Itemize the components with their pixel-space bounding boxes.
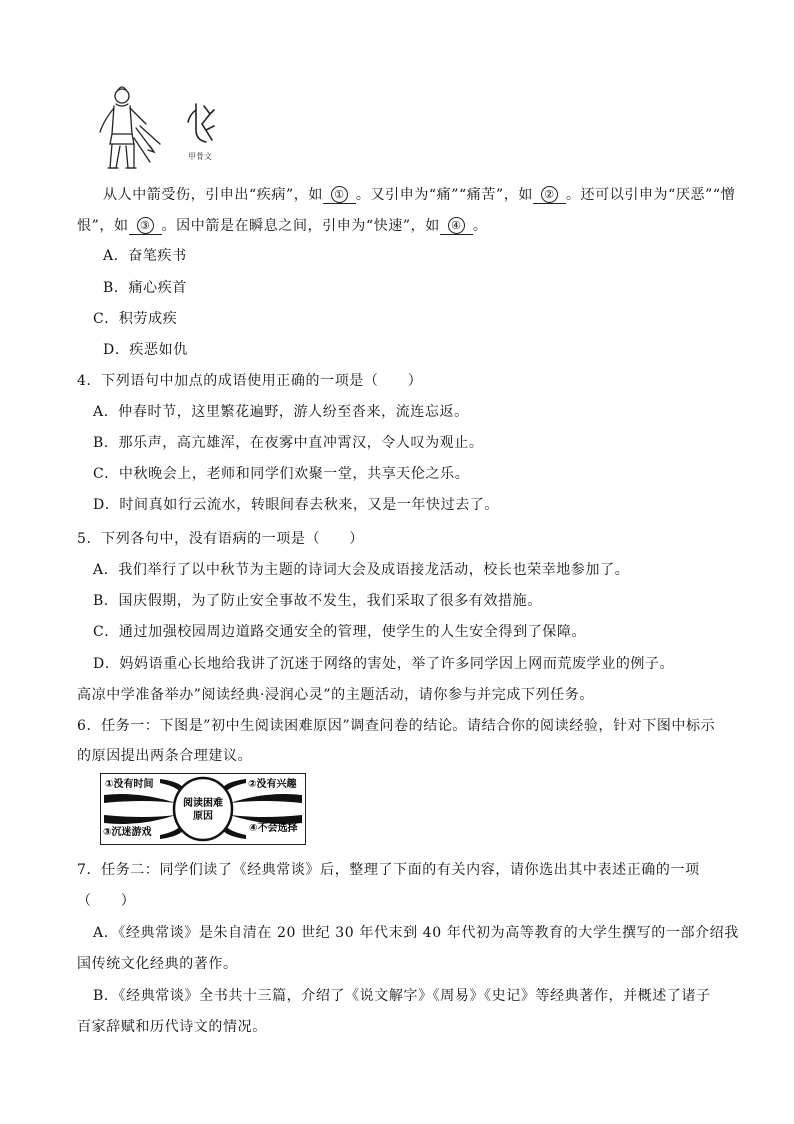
diagram-center-line-2: 原因 (193, 811, 213, 822)
q5-option-b: B．国庆假期，为了防止安全事故不发生，我们采取了很多有效措施。 (93, 593, 542, 609)
q6-line-2: 的原因提出两条合理建议。 (77, 748, 253, 764)
q7-option-a-line-1: A．《经典常谈》是朱自清在 20 世纪 30 年代末到 40 年代初为高等教育的大学生撰写的一部介绍我 (93, 925, 739, 941)
fill-in-blank (323, 187, 356, 204)
intro-text: 。 (472, 218, 488, 234)
q7-line-2: （ ） (77, 893, 136, 909)
figure-caption: 甲骨文 (188, 152, 212, 161)
blank-number: ① (331, 186, 348, 203)
reason-game-addiction: ③沉迷游戏 (103, 827, 152, 838)
arrow-wounded-man-illustration (92, 82, 164, 178)
oracle-bone-character-ji (184, 100, 220, 146)
q6-line-1: 6．任务一：下图是”初中生阅读困难原因”调查问卷的结论。请结合你的阅读经验，针对下图中标示 (77, 718, 716, 734)
q3-option-a: A．奋笔疾书 (103, 248, 187, 264)
q5-stem: 5．下列各句中，没有语病的一项是（ ） (77, 531, 364, 547)
activity-context: 高凉中学准备举办”阅读经典·浸润心灵”的主题活动，请你参与并完成下列任务。 (77, 687, 594, 703)
q3-option-d: D．疾恶如仇 (103, 342, 188, 358)
diagram-graphic (100, 773, 306, 845)
q7-option-b-line-2: 百家辞赋和历代诗文的情况。 (77, 1019, 267, 1035)
diagram-center-line-1: 阅读困难 (183, 798, 223, 809)
blank-number: ② (541, 186, 558, 203)
q5-option-a: A．我们举行了以中秋节为主题的诗词大会及成语接龙活动，校长也荣幸地参加了。 (93, 562, 630, 578)
q7-option-b-line-1: B．《经典常谈》全书共十三篇，介绍了《说文解字》《周易》《史记》等经典著作，并概述了诸子 (93, 988, 711, 1004)
q7-option-a-line-2: 国传统文化经典的著作。 (77, 956, 238, 972)
q7-line-1: 7．任务二：同学们读了《经典常谈》后，整理了下面的有关内容，请你选出其中表述正确的一项 (77, 862, 700, 878)
q4-option-b: B．那乐声，高亢雄浑，在夜雾中直冲霄汉，令人叹为观止。 (93, 435, 484, 451)
intro-text: 恨”，如 (77, 218, 129, 234)
q4-option-a: A．仲春时节，这里繁花遍野，游人纷至沓来，流连忘返。 (93, 404, 469, 420)
q5-option-d: D．妈妈语重心长地给我讲了沉迷于网络的害处，举了许多同学因上网而荒废学业的例子。 (93, 656, 675, 672)
reading-difficulty-diagram (100, 773, 306, 845)
reason-no-interest: ②没有兴趣 (248, 779, 297, 790)
fill-in-blank (533, 187, 566, 204)
blank-number: ④ (448, 217, 465, 234)
q3-option-c: C．积劳成疾 (93, 311, 178, 327)
q3-option-b: B．痛心疾首 (103, 280, 187, 296)
intro-text: 。还可以引申为“厌恶”“憎 (565, 187, 736, 203)
fill-in-blank (129, 218, 162, 235)
q4-stem: 4．下列语句中加点的成语使用正确的一项是（ ） (77, 373, 423, 389)
fill-in-blank (440, 218, 473, 235)
q4-option-c: C．中秋晚会上，老师和同学们欢聚一堂，共享天伦之乐。 (93, 466, 470, 482)
intro-line-2 (77, 216, 488, 236)
intro-line-1 (103, 185, 735, 205)
q4-option-d: D．时间真如行云流水，转眼间春去秋来，又是一年快过去了。 (93, 497, 500, 513)
intro-text: 从人中箭受伤，引申出“疾病”，如 (103, 187, 323, 203)
q5-option-c: C．通过加强校园周边道路交通安全的管理，使学生的人生安全得到了保障。 (93, 624, 587, 640)
reason-cannot-choose: ④不会选择 (249, 823, 298, 834)
blank-number: ③ (137, 217, 154, 234)
reason-no-time: ①没有时间 (105, 779, 154, 790)
intro-text: 。又引申为“痛”“痛苦”，如 (355, 187, 533, 203)
intro-text: 。因中箭是在瞬息之间，引申为“快速”，如 (161, 218, 440, 234)
